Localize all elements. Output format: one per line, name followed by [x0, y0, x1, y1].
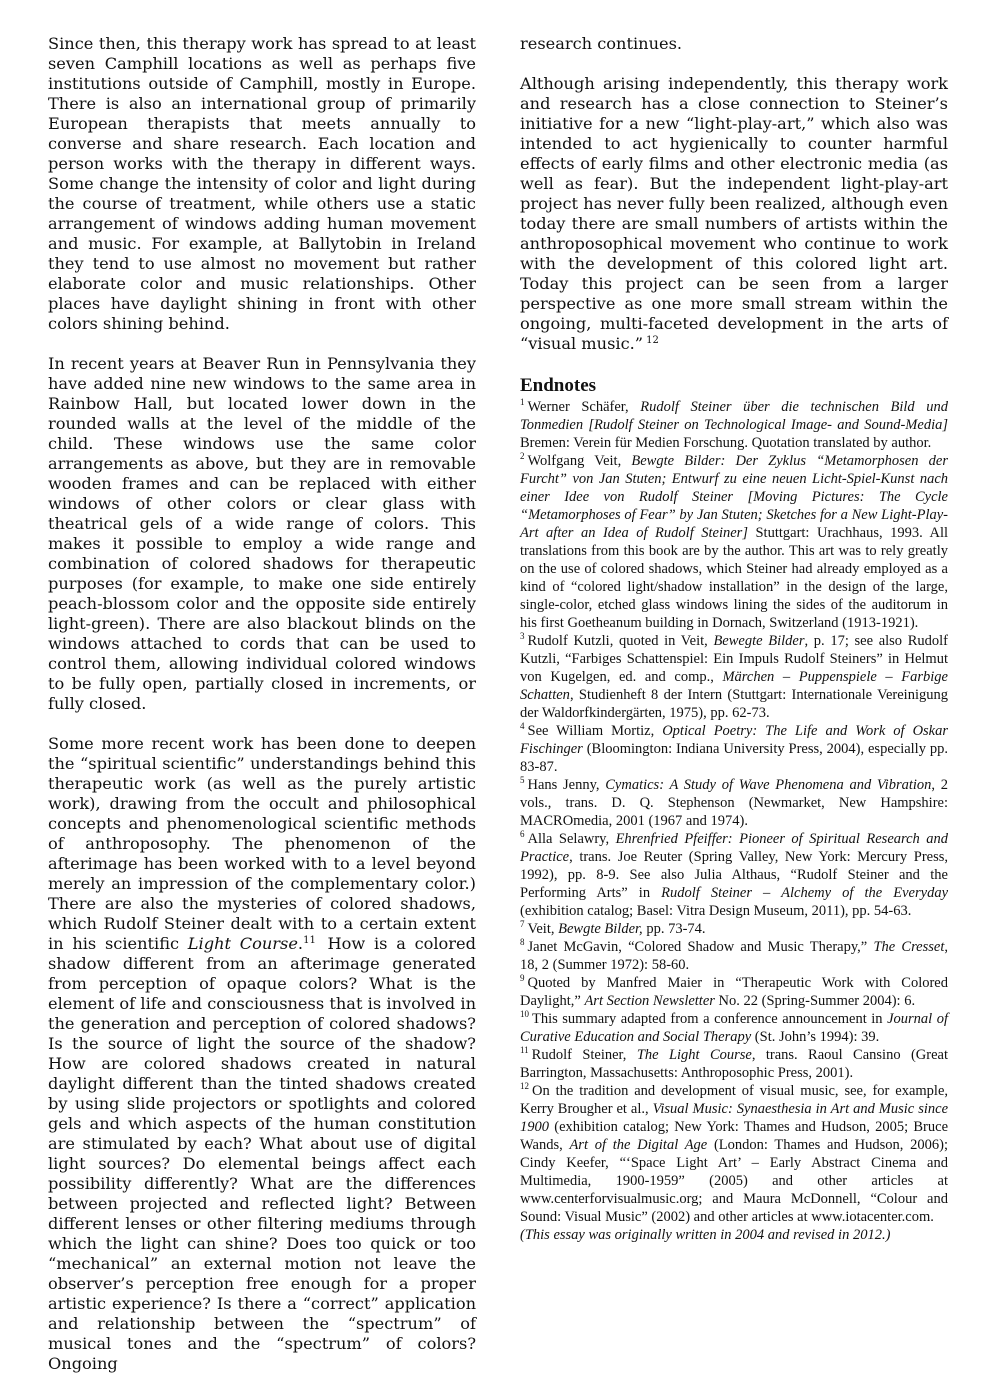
note-title: Bewgte Bilder,	[558, 921, 643, 937]
note-text: No. 22 (Spring-Summer 2004): 6.	[714, 993, 916, 1009]
note-title: Märchen – Puppenspiele – Farbige Schatten	[520, 669, 948, 703]
endnote-10	[520, 1010, 948, 1046]
note-title: Art of the Digital Age	[569, 1137, 708, 1153]
note-text: pp. 73-74.	[642, 921, 706, 937]
endnote-number: 5	[520, 775, 525, 786]
note-text: (Bloomington: Indiana University Press, 2004), especially pp. 83-87.	[520, 741, 948, 775]
body-paragraph	[48, 734, 476, 1374]
endnote-3	[520, 632, 948, 722]
endnote-1	[520, 398, 948, 452]
note-title: The Light Course	[636, 1047, 752, 1063]
note-text: , 2 vols., trans. D. Q. Stephenson (Newmarket, New Hampshire: MACROmedia, 2001 (1967 and 1974).	[520, 777, 949, 829]
endnote-number: 9	[520, 973, 525, 984]
endnotes-list	[520, 398, 948, 1244]
note-text: Rudolf Steiner,	[531, 1047, 637, 1063]
note-text: Bremen: Verein für Medien Forschung. Quotation translated by author.	[520, 435, 932, 451]
note-text: Quoted by Manfred Maier in “Therapeutic Work with Colored Daylight,”	[520, 975, 948, 1009]
body-paragraph	[520, 74, 948, 354]
left-column	[48, 34, 476, 1374]
endnote-number: 1	[520, 397, 525, 408]
book-title: Light Course	[187, 934, 298, 953]
note-title: Visual Music: Synaesthesia in Art and Music since 1900	[520, 1101, 949, 1135]
endnote-11	[520, 1046, 948, 1082]
note-text: Werner Schäfer,	[527, 399, 641, 415]
endnote-number: 10	[520, 1009, 529, 1020]
body-paragraph: Since then, this therapy work has spread to at least seven Camphill locations as well as perhaps five institutions outside of Camphill, mostly in Europe. There is also an international group of primarily European therapists that meets annually to converse and share research. Each location and person works with the therapy in different ways. Some change the intensity of color and light during the course of treatment, while others use a static arrangement of windows adding human movement and music. For example, at Ballytobin in Ireland they tend to use almost no movement but rather elaborate color and music relationships. Other places have daylight shining in front with other colors shining behind.	[48, 34, 476, 333]
endnote-8	[520, 938, 948, 974]
endnote-number: 3	[520, 631, 525, 642]
note-text: (exhibition catalog; Basel: Vitra Design Museum, 2011), pp. 54-63.	[520, 903, 912, 919]
right-column	[520, 34, 948, 1244]
endnote-5	[520, 776, 948, 830]
endnotes-heading: Endnotes	[520, 375, 597, 396]
note-text: , trans. Joe Reuter (Spring Valley, New York: Mercury Press, 1992), pp. 8-9. See also Julia Althaus, “Rudolf Steiner and the Performing Arts” in	[520, 849, 948, 901]
note-text: See William Mortiz,	[527, 723, 663, 739]
endnote-6	[520, 830, 948, 920]
endnote-9	[520, 974, 948, 1010]
endnote-4	[520, 722, 948, 776]
paragraph-text: Some more recent work has been done to deepen the “spiritual scientific” understandings behind this therapeutic work (as well as the purely artistic work), drawing from the occult and philosophical concepts and phenomenological scientific methods of anthroposophy. The phenomenon of the afterimage has been worked with to a level beyond merely an impression of the complementary color.) There are also the mysteries of colored shadows, which Rudolf Steiner dealt with to a certain extent in his scientific	[48, 734, 476, 953]
closing-note-text: (This essay was originally written in 2004 and revised in 2012.)	[520, 1227, 891, 1243]
endnote-number: 6	[520, 829, 525, 840]
note-text: Stuttgart: Urachhaus, 1993. All translations from this book are by the author. This art was to rely greatly on the use of colored shadows, which Steiner had already employed as a kind of “colored light/shadow installation” in the design of the large, single-color, etched glass windows lining the sides of the auditorum in his first Goetheanum building in Dornach, Switzerland (1913-1921).	[520, 525, 949, 631]
note-title: Bewgte Bilder: Der Zyklus “Metamorphosen der Furcht” von Jan Stuten; Entwurf zu eine neuen Licht-Spiel-Kunst nach einer Idee von Rudolf Steiner [Moving Pictures: The Cycle “Metamorphoses of Fear” by Jan Stuten; Sketches for a New Light-Play-Art after an Idea of Rudolf Steiner]	[520, 453, 948, 541]
note-title: Optical Poetry: The Life and Work of Oskar Fischinger	[520, 723, 949, 757]
body-paragraph: research continues.	[520, 34, 683, 53]
endnote-number: 11	[520, 1045, 529, 1056]
footnote-ref: 12	[646, 334, 659, 346]
endnote-12	[520, 1082, 948, 1226]
note-text: Veit,	[527, 921, 559, 937]
note-text: Janet McGavin, “Colored Shadow and Music Therapy,”	[527, 939, 874, 955]
paragraph-text: Although arising independently, this therapy work and research has a close connection to Steiner’s initiative for a new “light-play-art,” which also was intended to act hygienically to counter harmful effects of early films and other electronic media (as well as fear). But the independent light-play-art project has never fully been realized, although even today there are small numbers of artists within the anthroposophical movement who continue to work with the development of this colored light art. Today this project can be seen from a larger perspective as one more small stream within the ongoing, multi-faceted development in the arts of “visual music.”	[520, 74, 948, 353]
note-title: The Cresset	[873, 939, 945, 955]
endnote-7	[520, 920, 948, 938]
note-text: (exhibition catalog; New York: Thames and Hudson, 2005; Bruce Wands,	[520, 1119, 948, 1153]
paragraph-text: How is a colored shadow different from an afterimage generated from perception of opaque colors? What is the element of life and consciousness that is involved in the generation and perception of colored shadows? Is the source of light the source of the shadow? How are colored shadows created in natural daylight different than the tinted shadows created by using slide projectors or spotlights and colored gels and which aspects of the human constitution are stimulated by each? What about use of digital light sources? Do elemental beings affect each possibility differently? What are the differences between projected and reflected light? Between different lenses or other filtering mediums through which the light can shine? Does too quick or too “mechanical” an external motion not leave the observer’s perception free enough for a proper artistic experience? Is there a “correct” application and relationship between the “spectrum” of musical tones and the “spectrum” of colors? Ongoing	[48, 934, 476, 1373]
note-text: , p. 17; see also Rudolf Kutzli, “Farbiges Schattenspiel: Ein Impuls Rudolf Steiners” in Helmut von Kugelgen, ed. and comp.,	[520, 633, 948, 685]
note-text: (London: Thames and Hudson, 2006); Cindy Keefer, “‘Space Light Art’ – Early Abstract Cinema and Multimedia, 1900-1959” (2005) and other articles at www.centerforvisualmusic.org; and Maura McDonnell, “Colour and Sound: Visual Music” (2002) and other articles at www.iotacenter.com.	[520, 1137, 949, 1225]
note-title: Rudolf Steiner – Alchemy of the Everyday	[661, 885, 949, 901]
note-title: Ehrenfried Pfeiffer: Pioneer of Spiritual Research and Practice	[520, 831, 948, 865]
note-text: Alla Selawry,	[527, 831, 616, 847]
note-title: Bewegte Bilder	[713, 633, 805, 649]
note-title: Journal of Curative Education and Social Therapy	[520, 1011, 948, 1045]
note-text: Wolfgang Veit,	[527, 453, 632, 469]
note-text: (St. John’s 1994): 39.	[751, 1029, 880, 1045]
body-paragraph: In recent years at Beaver Run in Pennsylvania they have added nine new windows to the same area in Rainbow Hall, but located lower down in the rounded walls at the level of the middle of the child. These windows use the same color arrangements as above, but they are in removable wooden frames and can be replaced with either windows of other colors or clear glass with theatrical gels of a wide range of colors. This makes it possible to employ a wide range and combination of colored shadows for therapeutic purposes (for example, to make one side entirely peach-blossom color and the opposite side entirely light-green). There are also blackout blinds on the windows attached to cords that can be used to control them, allowing individual colored windows to be fully open, partially closed in increments, or fully closed.	[48, 354, 476, 713]
footnote-ref: 11	[303, 934, 316, 946]
note-title: Cymatics: A Study of Wave Phenomena and Vibration	[605, 777, 932, 793]
endnote-number: 8	[520, 937, 525, 948]
note-text: , trans. Raoul Cansino (Great Barrington, Massachusetts: Anthroposophic Press, 2001).	[520, 1047, 948, 1081]
note-text: On the tradition and development of visual music, see, for example, Kerry Brougher et al.,	[520, 1083, 948, 1117]
endnote-number: 7	[520, 919, 525, 930]
note-text: This summary adapted from a conference announcement in	[531, 1011, 888, 1027]
paragraph-text: .	[297, 934, 304, 953]
note-text: , Studienheft 8 der Intern (Stuttgart: Internationale Vereinigung der Waldorfkindergärten, 1975), pp. 62-73.	[520, 687, 948, 721]
endnote-number: 4	[520, 721, 525, 732]
closing-note	[520, 1226, 948, 1244]
note-title: Art Section Newsletter	[584, 993, 715, 1009]
endnote-2	[520, 452, 948, 632]
endnote-number: 2	[520, 451, 525, 462]
endnote-number: 12	[520, 1081, 529, 1092]
note-title: Rudolf Steiner über die technischen Bild und Tonmedien [Rudolf Steiner on Technological Image- and Sound-Media]	[520, 399, 948, 433]
note-text: Rudolf Kutzli, quoted in Veit,	[527, 633, 714, 649]
note-text: Hans Jenny,	[527, 777, 606, 793]
note-text: , 18, 2 (Summer 1972): 58-60.	[520, 939, 948, 973]
